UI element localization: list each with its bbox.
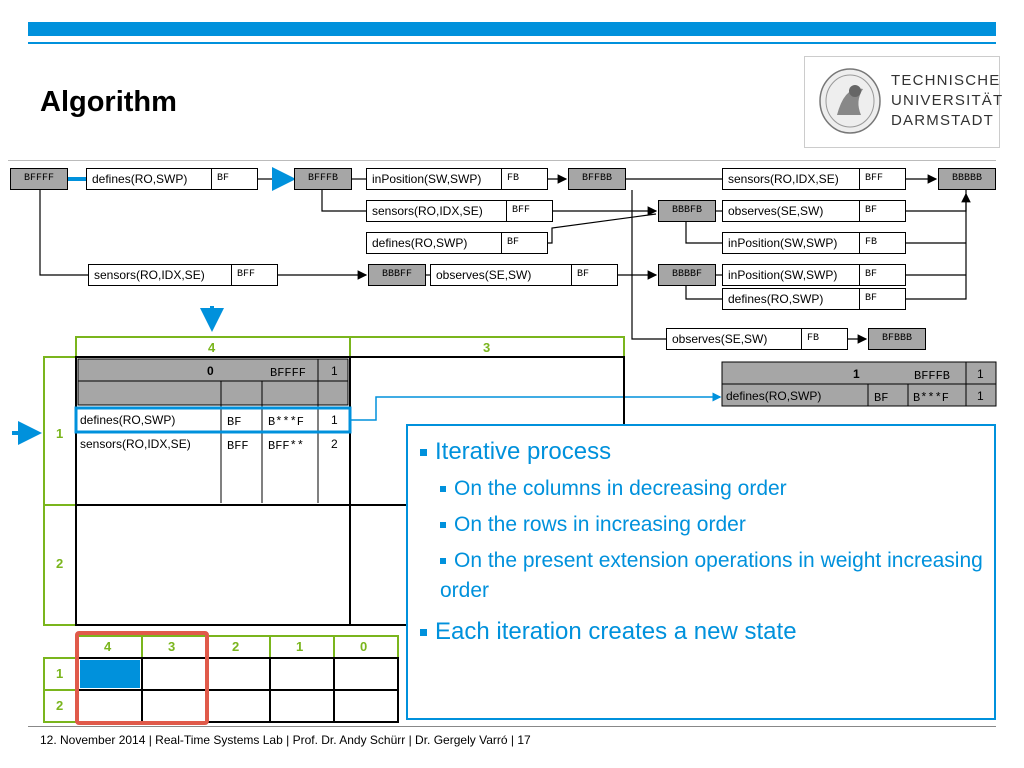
op-observes[interactable]: observes(SE,SW) FB bbox=[666, 328, 848, 350]
table-row[interactable]: defines(RO,SWP) bbox=[80, 413, 176, 427]
op-defines[interactable]: defines(RO,SWP) BF bbox=[722, 288, 906, 310]
row-label-2: 2 bbox=[56, 556, 64, 571]
mini-col-4: 4 bbox=[104, 639, 112, 654]
sub-bullet: On the present extension operations in weight increasing order bbox=[440, 549, 983, 602]
state-node-bffff[interactable]: BFFFF bbox=[10, 168, 68, 190]
state-count: 1 bbox=[331, 364, 338, 378]
bullet-item: Each iteration creates a new state bbox=[420, 618, 797, 646]
op-inposition[interactable]: inPosition(SW,SWP) FB bbox=[722, 232, 906, 254]
row-result: BFF** bbox=[268, 439, 305, 453]
col-label-3: 3 bbox=[483, 340, 491, 355]
sub-bullet: On the columns in decreasing order bbox=[440, 474, 990, 504]
row-weight: 2 bbox=[331, 437, 338, 451]
row-weight: 1 bbox=[331, 413, 338, 427]
row-result: B***F bbox=[268, 415, 305, 429]
state-adorn: BFFFF bbox=[270, 366, 307, 380]
new-state-count: 1 bbox=[977, 367, 984, 381]
op-defines[interactable]: defines(RO,SWP) BF bbox=[366, 232, 548, 254]
op-sensors[interactable]: sensors(RO,IDX,SE) BFF bbox=[366, 200, 553, 222]
state-node-bbbbb[interactable]: BBBBB bbox=[938, 168, 996, 190]
mini-col-1: 1 bbox=[296, 639, 304, 654]
state-node-bbbbf[interactable]: BBBBF bbox=[658, 264, 716, 286]
op-inposition[interactable]: inPosition(SW,SWP) BF bbox=[722, 264, 906, 286]
footer-line bbox=[28, 726, 996, 727]
mini-row-1: 1 bbox=[56, 666, 64, 681]
footer: 12. November 2014 | Real-Time Systems Lab | Prof. Dr. Andy Schürr | Dr. Gergely Varró | 17 bbox=[40, 733, 531, 747]
new-state-row-result: B***F bbox=[913, 391, 950, 405]
row-adorn: BF bbox=[227, 415, 242, 429]
state-node-bfffb[interactable]: BFFFB bbox=[294, 168, 352, 190]
table-row[interactable]: sensors(RO,IDX,SE) bbox=[80, 437, 191, 451]
new-state-weight: 1 bbox=[853, 367, 860, 381]
row-adorn: BFF bbox=[227, 439, 249, 453]
op-defines[interactable]: defines(RO,SWP) BF bbox=[86, 168, 258, 190]
state-node-bbbfb[interactable]: BBBFB bbox=[658, 200, 716, 222]
op-sensors[interactable]: sensors(RO,IDX,SE) BFF bbox=[88, 264, 278, 286]
op-inposition[interactable]: inPosition(SW,SWP) FB bbox=[366, 168, 548, 190]
new-state-row-weight: 1 bbox=[977, 389, 984, 403]
bullet-item: Iterative process bbox=[420, 438, 611, 466]
mini-col-2: 2 bbox=[232, 639, 240, 654]
state-node-bbbff[interactable]: BBBFF bbox=[368, 264, 426, 286]
state-node-bffbb[interactable]: BFFBB bbox=[568, 168, 626, 190]
logo-text: TECHNISCHE UNIVERSITÄT DARMSTADT bbox=[891, 72, 1004, 129]
new-state-adorn: BFFFB bbox=[914, 369, 951, 383]
op-sensors[interactable]: sensors(RO,IDX,SE) BFF bbox=[722, 168, 906, 190]
row-label-1: 1 bbox=[56, 426, 64, 441]
mini-col-0: 0 bbox=[360, 639, 368, 654]
new-state-row[interactable]: defines(RO,SWP) bbox=[726, 389, 822, 403]
mini-row-2: 2 bbox=[56, 698, 64, 713]
op-observes[interactable]: observes(SE,SW) BF bbox=[722, 200, 906, 222]
sub-bullet: On the rows in increasing order bbox=[440, 510, 990, 540]
op-observes[interactable]: observes(SE,SW) BF bbox=[430, 264, 618, 286]
slide-title: Algorithm bbox=[40, 86, 177, 118]
new-state-row-adorn: BF bbox=[874, 391, 889, 405]
state-node-bfbbb[interactable]: BFBBB bbox=[868, 328, 926, 350]
state-weight: 0 bbox=[207, 364, 214, 378]
col-label-4: 4 bbox=[208, 340, 216, 355]
mini-col-3: 3 bbox=[168, 639, 176, 654]
